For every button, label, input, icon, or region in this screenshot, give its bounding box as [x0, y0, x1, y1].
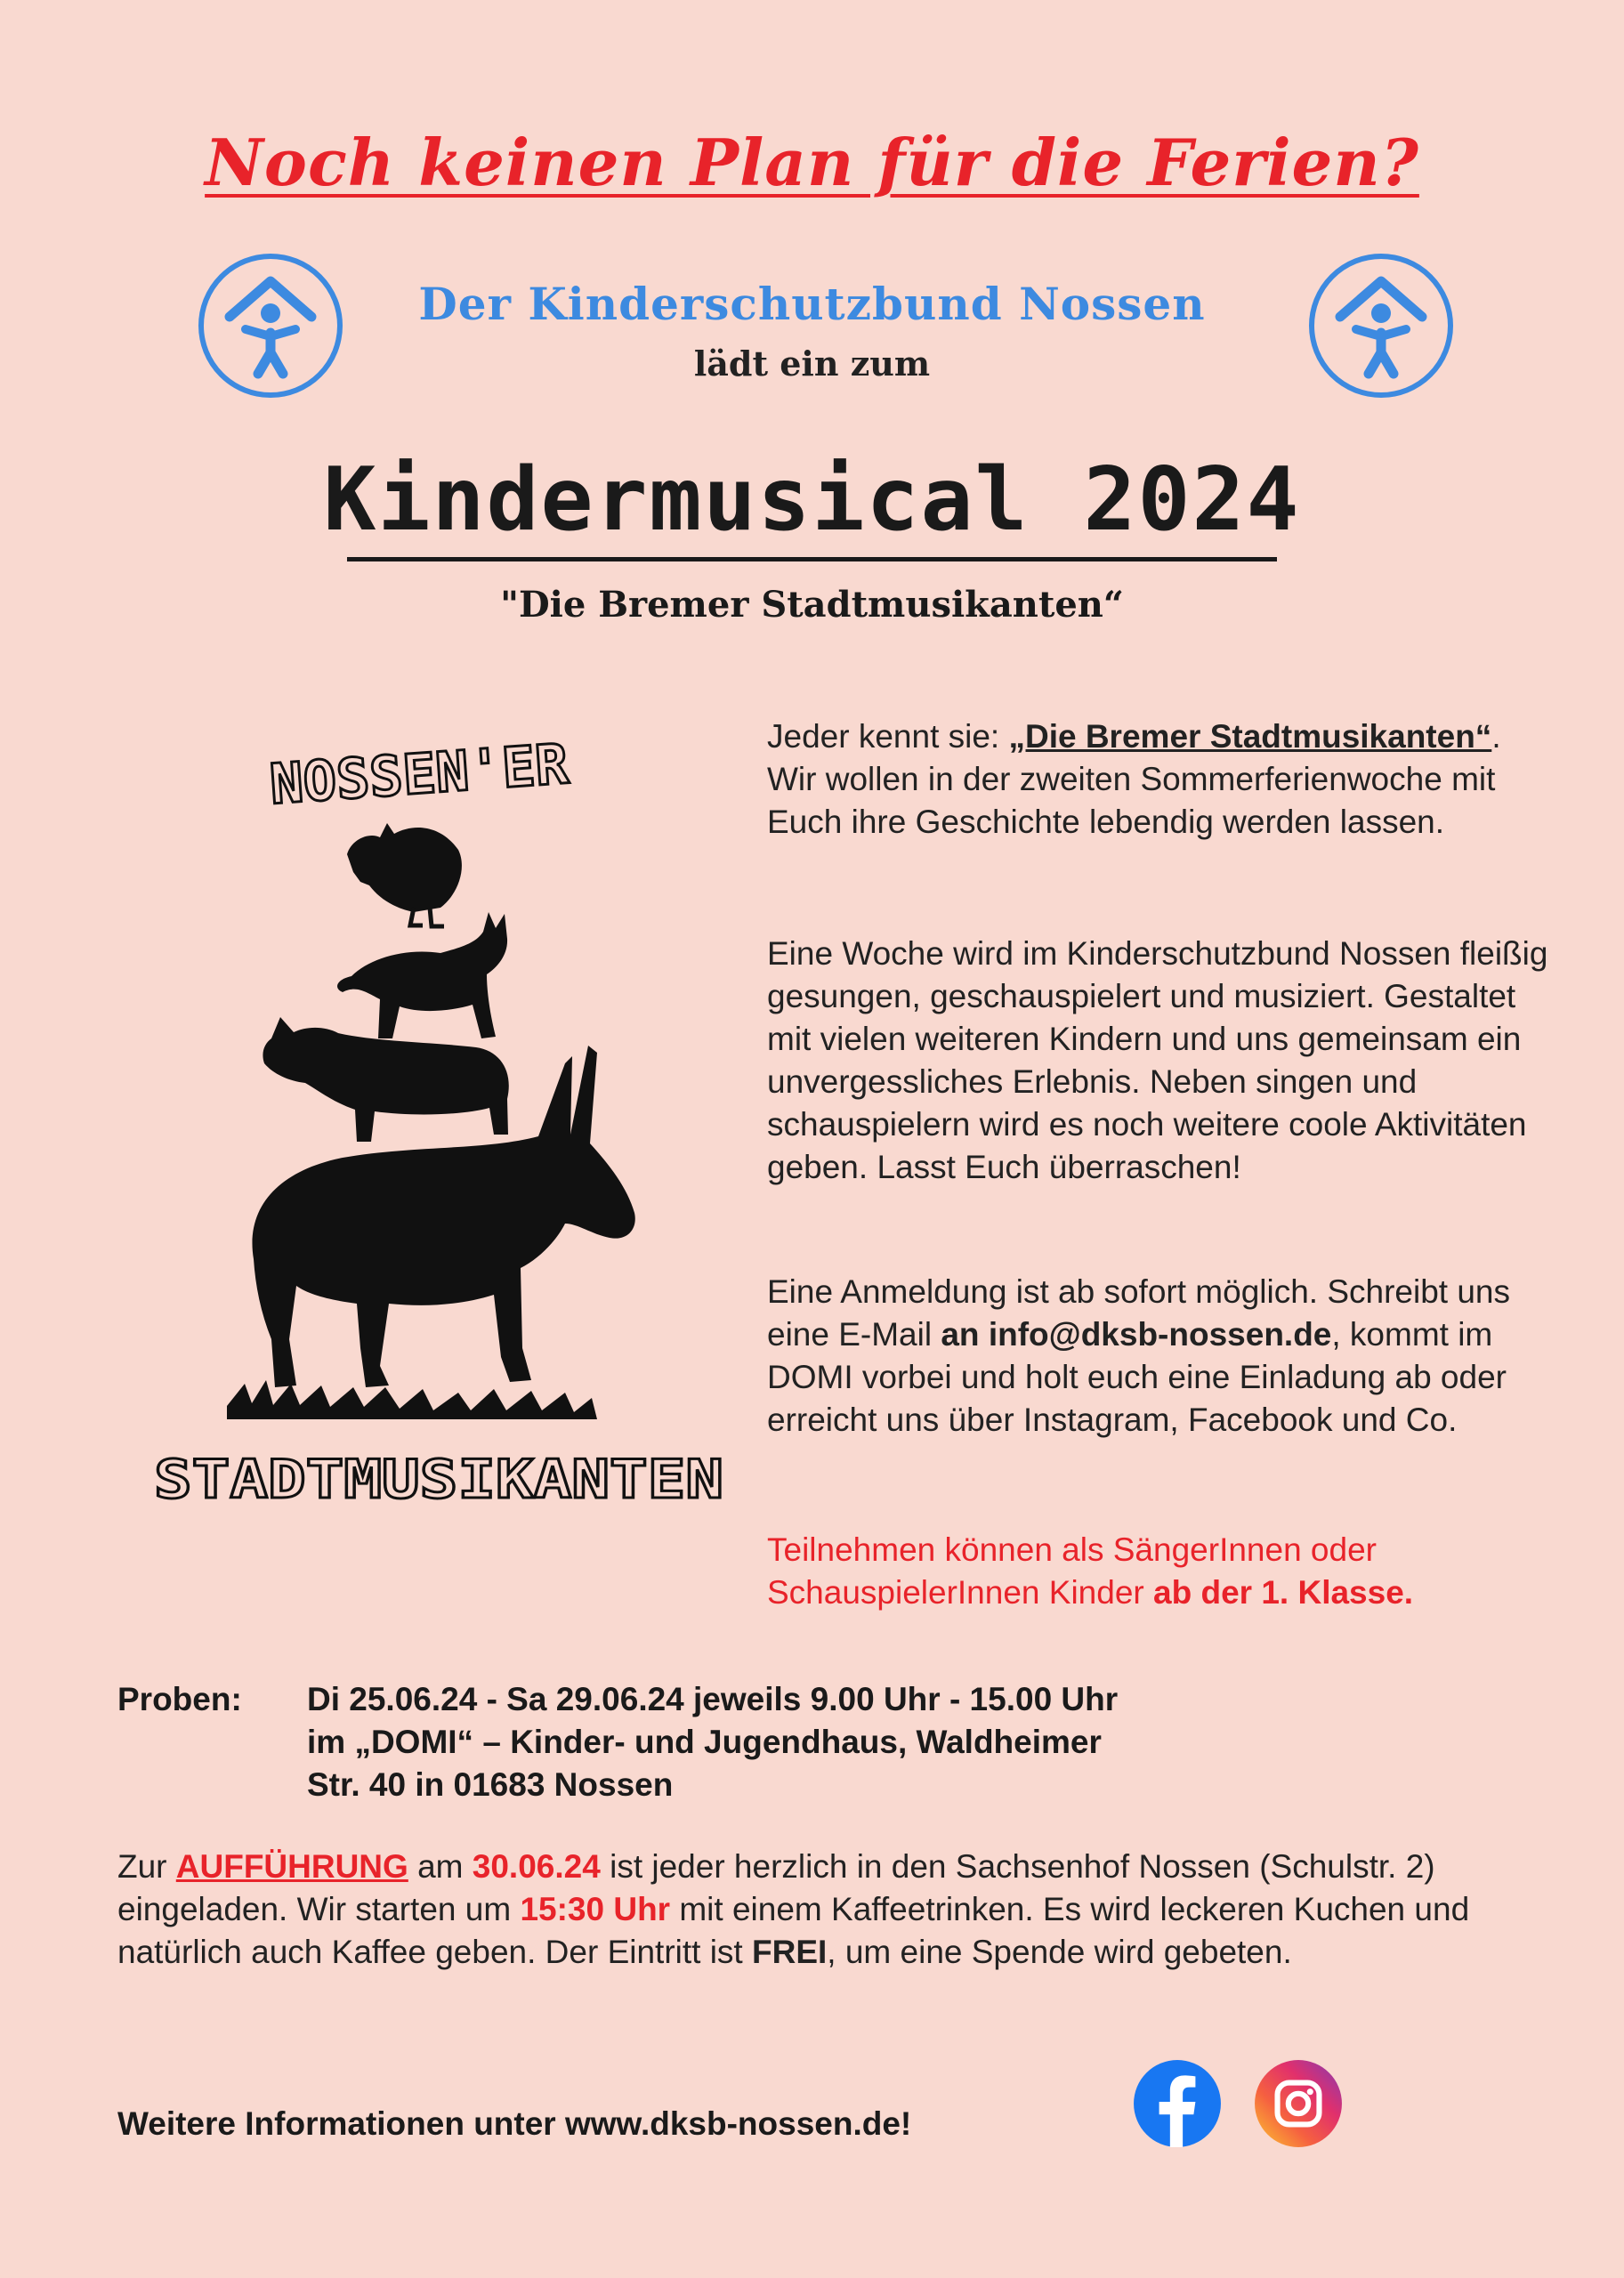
footer-website-info: Weitere Informationen unter www.dksb-nossen.de!: [117, 2105, 912, 2142]
illustration-top-text: NOSSEN'ER: [267, 731, 571, 817]
performance-text-5: , um eine Spende wird gebeten.: [827, 1934, 1292, 1970]
bremen-town-musicians-illustration: [147, 725, 734, 1526]
rehearsal-address: Str. 40 in 01683 Nossen: [307, 1766, 674, 1803]
rehearsal-label: Proben:: [117, 1681, 242, 1717]
organization-name: Der Kinderschutzbund Nossen: [418, 278, 1206, 330]
workshop-paragraph: Eine Woche wird im Kinderschutzbund Nossen fleißig gesungen, geschauspielert und musiziert. Gestaltet mit vielen weiteren Kindern und uns gemeinsam ein unvergessliches Erlebnis. Neben singen und schauspielern wird es noch weitere coole Aktivitäten geben. Lasst Euch überraschen!: [767, 935, 1548, 1185]
invite-text: lädt ein zum: [693, 343, 931, 384]
event-subtitle: "Die Bremer Stadtmusikanten“: [500, 584, 1124, 626]
admission-free: FREI: [752, 1934, 828, 1970]
illustration-bottom-text: STADTMUSIKANTEN: [154, 1449, 723, 1511]
rehearsal-details: [307, 1678, 1286, 1806]
performance-date: 30.06.24: [472, 1848, 601, 1885]
intro-pre-text: Jeder kennt sie:: [767, 718, 1009, 755]
performance-paragraph: [117, 1846, 1523, 1974]
performance-keyword: AUFFÜHRUNG: [175, 1848, 408, 1885]
event-title: Kindermusical 2024: [323, 449, 1301, 551]
intro-paragraph: [767, 715, 1550, 844]
intro-title-highlight: „Die Bremer Stadtmusikanten“: [1008, 718, 1492, 755]
register-email-link[interactable]: an info@dksb-nossen.de: [941, 1316, 1332, 1353]
facebook-icon[interactable]: [1132, 2058, 1223, 2149]
registration-paragraph: [767, 1271, 1550, 1442]
rehearsal-dates: Di 25.06.24 - Sa 29.06.24 jeweils 9.00 Uhr - 15.00 Uhr: [307, 1681, 1119, 1717]
participate-age-requirement: ab der 1. Klasse.: [1153, 1574, 1414, 1611]
performance-time: 15:30 Uhr: [520, 1891, 671, 1927]
headline: Noch keinen Plan für die Ferien?: [205, 125, 1419, 200]
register-post-text: , kommt im DOMI vorbei und holt euch eine Einladung ab oder erreicht uns über Instagram, Facebook und Co.: [767, 1316, 1507, 1438]
intro-post-text: . Wir wollen in der zweiten Sommerferienwoche mit Euch ihre Geschichte lebendig werden lassen.: [767, 718, 1501, 840]
performance-text-1: Zur: [117, 1848, 176, 1885]
instagram-icon[interactable]: [1253, 2058, 1344, 2149]
performance-text-2: am: [408, 1848, 473, 1885]
performance-text-4: mit einem Kaffeetrinken. Es wird leckeren Kuchen und natürlich auch Kaffee geben. Der Eintritt ist: [117, 1891, 1470, 1970]
title-underline: [347, 557, 1277, 561]
participate-pre-text: Teilnehmen können als SängerInnen oder SchauspielerInnen Kinder: [767, 1531, 1377, 1611]
rehearsal-location: im „DOMI“ – Kinder- und Jugendhaus, Waldheimer: [307, 1724, 1102, 1760]
performance-text-3: ist jeder herzlich in den Sachsenhof Nossen (Schulstr. 2) eingeladen. Wir starten um: [117, 1848, 1435, 1927]
register-pre-text: Eine Anmeldung ist ab sofort möglich. Schreibt uns eine E-Mail: [767, 1273, 1511, 1353]
participation-note: [767, 1529, 1550, 1614]
